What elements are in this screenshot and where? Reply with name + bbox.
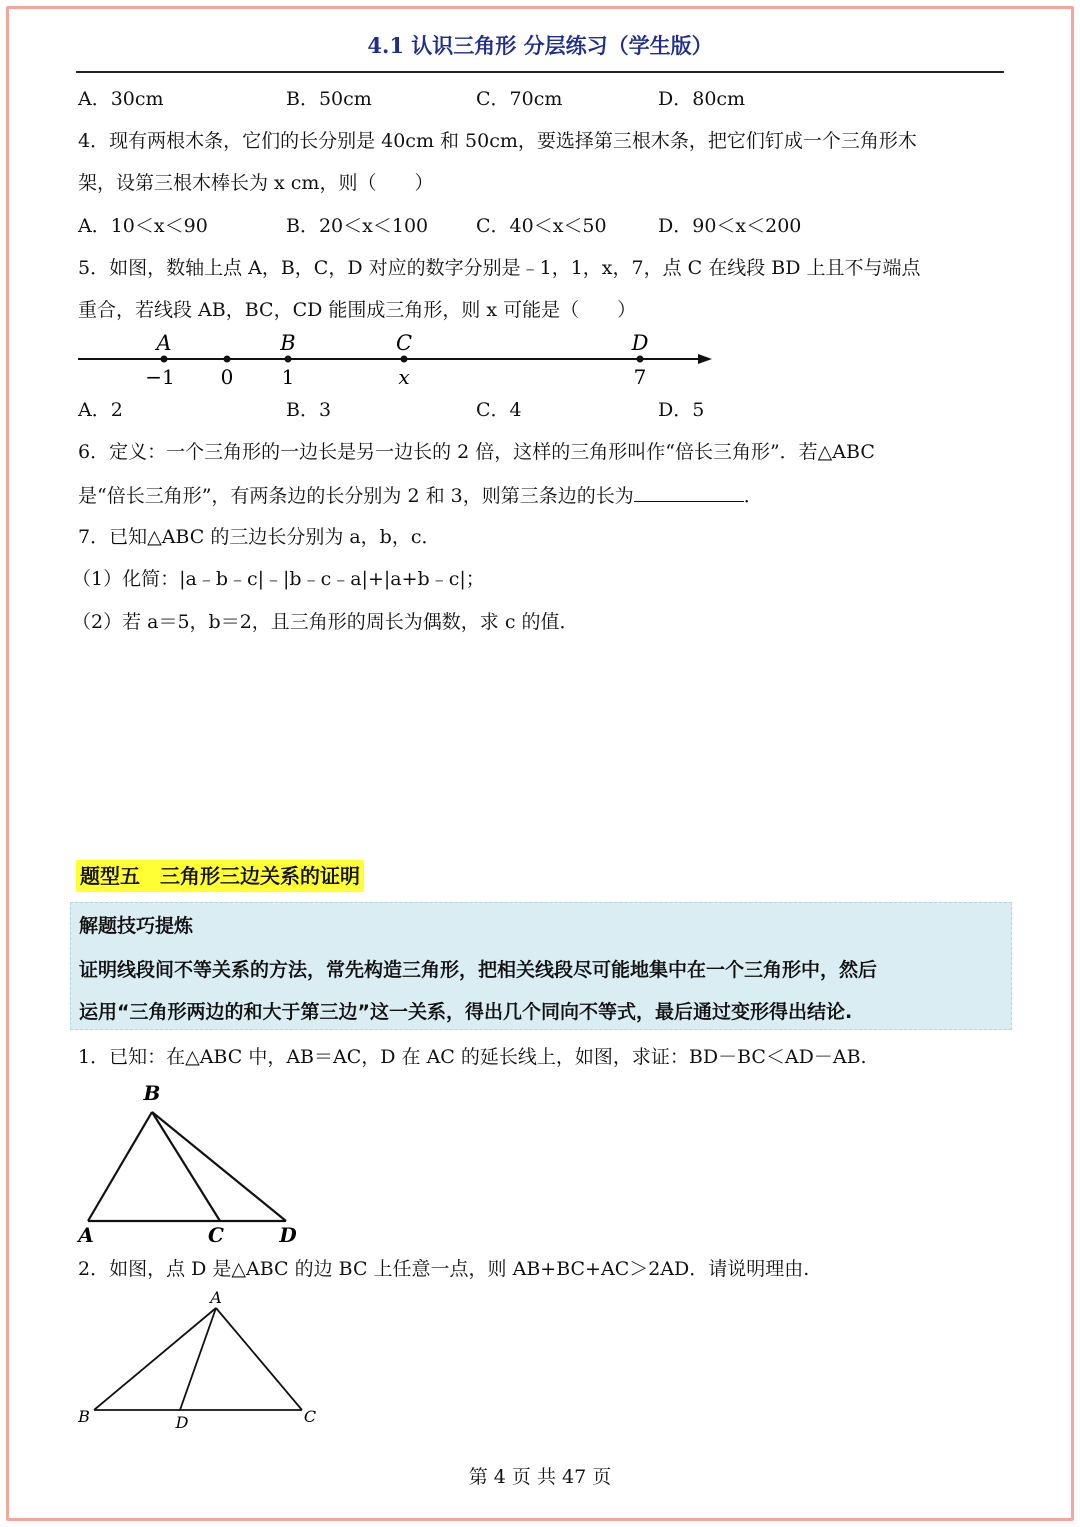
point-label-d: D xyxy=(631,331,649,355)
q5-line-2: 重合，若线段 AB，BC，CD 能围成三角形，则 x 可能是（ ） xyxy=(78,299,637,321)
q4-line-1: 4．现有两根木条，它们的长分别是 40cm 和 50cm，要选择第三根木条，把它们钉成一个三角形木 xyxy=(78,130,917,152)
page-title: 4.1 认识三角形 分层练习（学生版） xyxy=(367,33,713,58)
number-line-figure xyxy=(70,328,730,394)
q7-part-1: （1）化简：|a﹣b﹣c|﹣|b﹣c﹣a|+|a+b﹣c|； xyxy=(72,568,485,590)
tick-label-zero: 0 xyxy=(220,365,234,389)
point-label-c: C xyxy=(395,331,413,355)
label-a: A xyxy=(78,1223,94,1247)
point-zero-dot xyxy=(224,356,231,363)
q5-option-b: B．3 xyxy=(286,399,332,421)
label-a: A xyxy=(210,1288,222,1307)
segment-bd xyxy=(152,1112,286,1221)
tips-line-1: 证明线段间不等关系的方法，常先构造三角形，把相关线段尽可能地集中在一个三角形中，然后 xyxy=(79,959,878,981)
triangle-figure-1 xyxy=(70,1078,310,1248)
tips-line-2: 运用“三角形两边的和大于第三边”这一关系，得出几个同向不等式，最后通过变形得出结论. xyxy=(79,1001,853,1023)
page-footer: 第 4 页 共 47 页 xyxy=(468,1466,612,1488)
point-label-a: A xyxy=(156,331,172,355)
section-heading: 题型五 三角形三边关系的证明 xyxy=(76,860,364,892)
q4-option-d: D．90＜x＜200 xyxy=(658,215,802,237)
q7-line-1: 7．已知△ABC 的三边长分别为 a，b，c． xyxy=(78,526,441,548)
label-c: C xyxy=(208,1223,224,1247)
tick-label-one: 1 xyxy=(281,365,295,389)
q5-line-1: 5．如图，数轴上点 A，B，C，D 对应的数字分别是﹣1，1，x，7，点 C 在线段 BD 上且不与端点 xyxy=(78,257,921,279)
q4-line-2: 架，设第三根木棒长为 x cm，则（ ） xyxy=(78,172,434,194)
q4-option-b: B．20＜x＜100 xyxy=(286,215,429,237)
label-d: D xyxy=(175,1413,189,1432)
p1-text: 1．已知：在△ABC 中，AB＝AC，D 在 AC 的延长线上，如图，求证：BD－BC＜AD－AB. xyxy=(78,1046,867,1068)
segment-bc xyxy=(152,1112,220,1221)
point-c-dot xyxy=(401,356,408,363)
title-divider xyxy=(76,71,1004,73)
point-b-dot xyxy=(285,356,292,363)
segment-ac xyxy=(216,1308,302,1410)
q4-option-c: C．40＜x＜50 xyxy=(476,215,607,237)
q3-option-b: B．50cm xyxy=(286,88,372,110)
tick-label-seven: 7 xyxy=(633,365,647,389)
label-d: D xyxy=(279,1223,297,1247)
q6-line-1: 6．定义：一个三角形的一边长是另一边长的 2 倍，这样的三角形叫作“倍长三角形”．若△ABC xyxy=(78,441,875,463)
tick-label-x: x xyxy=(398,365,410,389)
q5-option-a: A．2 xyxy=(78,399,123,421)
label-b: B xyxy=(78,1407,90,1426)
q5-option-c: C．4 xyxy=(476,399,522,421)
q6-line-2-end: ． xyxy=(743,485,763,507)
q5-option-d: D．5 xyxy=(658,399,705,421)
segment-ab xyxy=(88,1112,152,1221)
point-label-b: B xyxy=(280,331,296,355)
q3-option-c: C．70cm xyxy=(476,88,563,110)
point-a-dot xyxy=(161,356,168,363)
answer-blank xyxy=(634,483,744,502)
triangle-figure-2 xyxy=(70,1288,330,1438)
tips-box xyxy=(70,902,1012,1030)
q6-line-2: 是“倍长三角形”，有两条边的长分别为 2 和 3，则第三条边的长为 xyxy=(78,485,634,507)
tips-title: 解题技巧提炼 xyxy=(79,915,194,937)
label-b: B xyxy=(143,1081,161,1105)
q6-line-2-container xyxy=(78,483,763,508)
p2-text: 2．如图，点 D 是△ABC 的边 BC 上任意一点，则 AB+BC+AC＞2AD．请说明理由. xyxy=(78,1258,810,1280)
q4-option-a: A．10＜x＜90 xyxy=(78,215,208,237)
q3-option-a: A．30cm xyxy=(78,88,164,110)
q7-part-2: （2）若 a＝5，b＝2，且三角形的周长为偶数，求 c 的值． xyxy=(72,611,579,633)
label-c: C xyxy=(303,1407,317,1426)
number-line-arrow xyxy=(698,354,712,364)
q3-option-d: D．80cm xyxy=(658,88,746,110)
tick-label-minus-one: −1 xyxy=(145,365,175,389)
point-d-dot xyxy=(637,356,644,363)
